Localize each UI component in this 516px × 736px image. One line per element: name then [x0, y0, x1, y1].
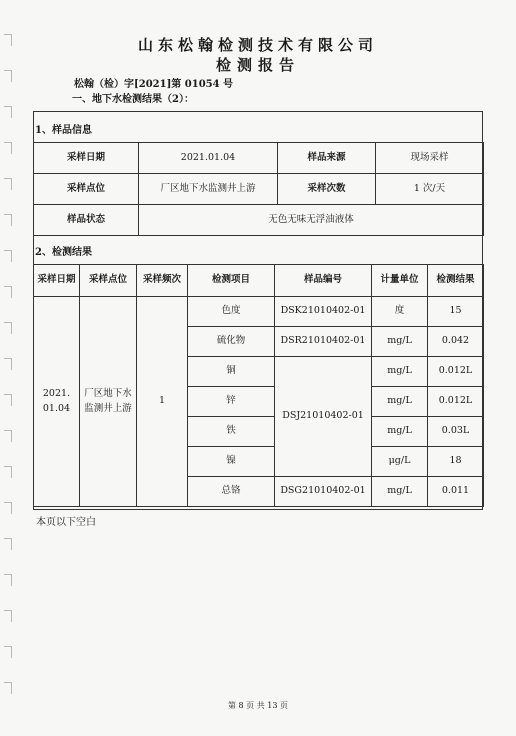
test-item: 镍 [188, 447, 275, 477]
unit: mg/L [372, 417, 428, 447]
sampling-date: 2021.01.04 [139, 143, 278, 174]
result-frequency: 1 [137, 297, 188, 507]
sample-info-table [33, 142, 484, 236]
date-label: 采样日期 [34, 143, 139, 174]
column-header: 采样日期 [34, 265, 80, 297]
blank-note: 本页以下空白 [36, 517, 96, 528]
report-number: 松翰（检）字[2021]第 01054 号 [74, 79, 234, 90]
column-header: 采样点位 [80, 265, 137, 297]
section-title: 一、地下水检测结果（2）： [72, 94, 194, 105]
sample-number: DSG21010402-01 [275, 477, 372, 507]
results-header-row [34, 265, 484, 297]
result-sampling-site: 厂区地下水 监测井上游 [80, 297, 137, 507]
state-label: 样品状态 [34, 205, 139, 236]
unit: μg/L [372, 447, 428, 477]
sample-info-heading: 1、样品信息 [35, 125, 92, 136]
sampling-times: 1 次/天 [376, 174, 484, 205]
table-row [34, 297, 484, 327]
company-name: 山东松翰检测技术有限公司 [137, 36, 378, 54]
test-item: 总铬 [188, 477, 275, 507]
site-label: 采样点位 [34, 174, 139, 205]
result-value: 0.03L [428, 417, 484, 447]
report-title: 检测报告 [215, 56, 300, 74]
result-value: 0.012L [428, 387, 484, 417]
column-header: 采样频次 [137, 265, 188, 297]
sampling-site: 厂区地下水监测井上游 [139, 174, 278, 205]
source-label: 样品来源 [278, 143, 376, 174]
sample-state: 无色无味无浮油液体 [139, 205, 484, 236]
unit: mg/L [372, 477, 428, 507]
sample-number: DSR21010402-01 [275, 327, 372, 357]
result-value: 18 [428, 447, 484, 477]
unit: mg/L [372, 387, 428, 417]
column-header: 计量单位 [372, 265, 428, 297]
column-header: 检测项目 [188, 265, 275, 297]
result-value: 0.042 [428, 327, 484, 357]
binding-margin [0, 0, 14, 736]
test-item: 铜 [188, 357, 275, 387]
unit: mg/L [372, 357, 428, 387]
result-value: 15 [428, 297, 484, 327]
result-value: 0.011 [428, 477, 484, 507]
unit: 度 [372, 297, 428, 327]
sample-number: DSJ21010402-01 [275, 357, 372, 477]
times-label: 采样次数 [278, 174, 376, 205]
sample-number: DSK21010402-01 [275, 297, 372, 327]
test-item: 硫化物 [188, 327, 275, 357]
result-value: 0.012L [428, 357, 484, 387]
results-heading: 2、检测结果 [35, 247, 92, 258]
column-header: 样品编号 [275, 265, 372, 297]
unit: mg/L [372, 327, 428, 357]
test-item: 铁 [188, 417, 275, 447]
page-number: 第 8 页 共 13 页 [228, 701, 288, 710]
result-sampling-date: 2021. 01.04 [34, 297, 80, 507]
test-item: 锌 [188, 387, 275, 417]
column-header: 检测结果 [428, 265, 484, 297]
results-table [33, 264, 484, 507]
test-item: 色度 [188, 297, 275, 327]
sample-source: 现场采样 [376, 143, 484, 174]
